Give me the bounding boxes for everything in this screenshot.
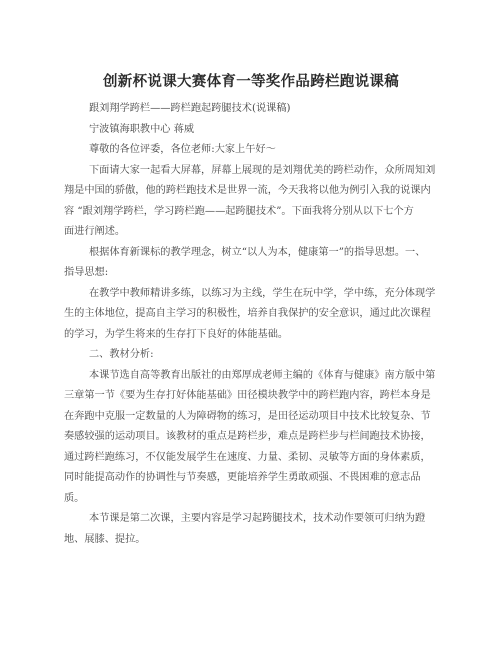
text-line: 指导思想: (64, 267, 109, 278)
text-line: 尊敬的各位评委，各位老师:大家上午好～ (89, 144, 276, 155)
text-line: 通过跨栏跑练习，不仅能发展学生在速度、力量、柔韧、灵敏等方面的身体素质， (64, 451, 431, 463)
text-line: 面进行阐述。 (64, 226, 126, 237)
text-line: 质。 (64, 492, 85, 504)
document-body (64, 99, 436, 550)
text-line: 翔是中国的骄傲，他的跨栏跑技术是世界一流，今天我将以他为例引入我的说课内 (64, 185, 431, 196)
document-title: 创新杯说课大赛体育一等奖作品跨栏跑说课稿 (103, 74, 399, 90)
text-line: 同时能提高动作的协调性与节奏感，更能培养学生勇敢顽强、不畏困难的意志品 (64, 472, 421, 483)
text-line: 生的主体地位，提高自主学习的积极性，培养自我保护的安全意识，通过此次课程 (64, 308, 431, 319)
text-line: 在奔跑中克服一定数量的人为障碍物的练习，是田径运动项目中技术比较复杂、节 (64, 410, 431, 422)
text-line: 奏感较强的运动项目。该教材的重点是跨栏步，难点是跨栏步与栏间跑技术协接， (64, 431, 431, 442)
text-line: 本节课是第二次课，主要内容是学习起跨腿技术，技术动作要领可归纳为蹬 (89, 513, 426, 524)
text-line: 的学习，为学生将来的生存打下良好的体能基础。 (64, 328, 289, 340)
section-heading: 二、教材分析: (89, 349, 154, 360)
text-line: 容 “跟刘翔学跨栏，学习跨栏跑——起跨腿技术”。下面我将分别从以下七个方 (64, 205, 414, 217)
text-line: 宁波镇海职教中心 蒋威 (89, 123, 195, 135)
text-line: 下面请大家一起看大屏幕，屏幕上展现的是刘翔优美的跨栏动作，众所周知刘 (89, 164, 436, 176)
text-line: 本课节选自高等教育出版社的由郑厚成老师主编的《体育与健康》南方版中第 (89, 369, 436, 381)
text-line: 地、展膝、提拉。 (64, 533, 146, 545)
text-line: 跟刘翔学跨栏——跨栏跑起跨腿技术(说课稿) (89, 103, 291, 114)
text-line: 在教学中教师精讲多练，以练习为主线，学生在玩中学，学中练，充分体现学 (89, 287, 436, 299)
text-line: 根据体育新课标的教学理念，树立“以人为本，健康第一”的指导思想。一、 (89, 246, 426, 258)
text-line: 三章第一节《要为生存打好体能基础》田径模块教学中的跨栏跑内容，跨栏本身是 (64, 390, 431, 401)
